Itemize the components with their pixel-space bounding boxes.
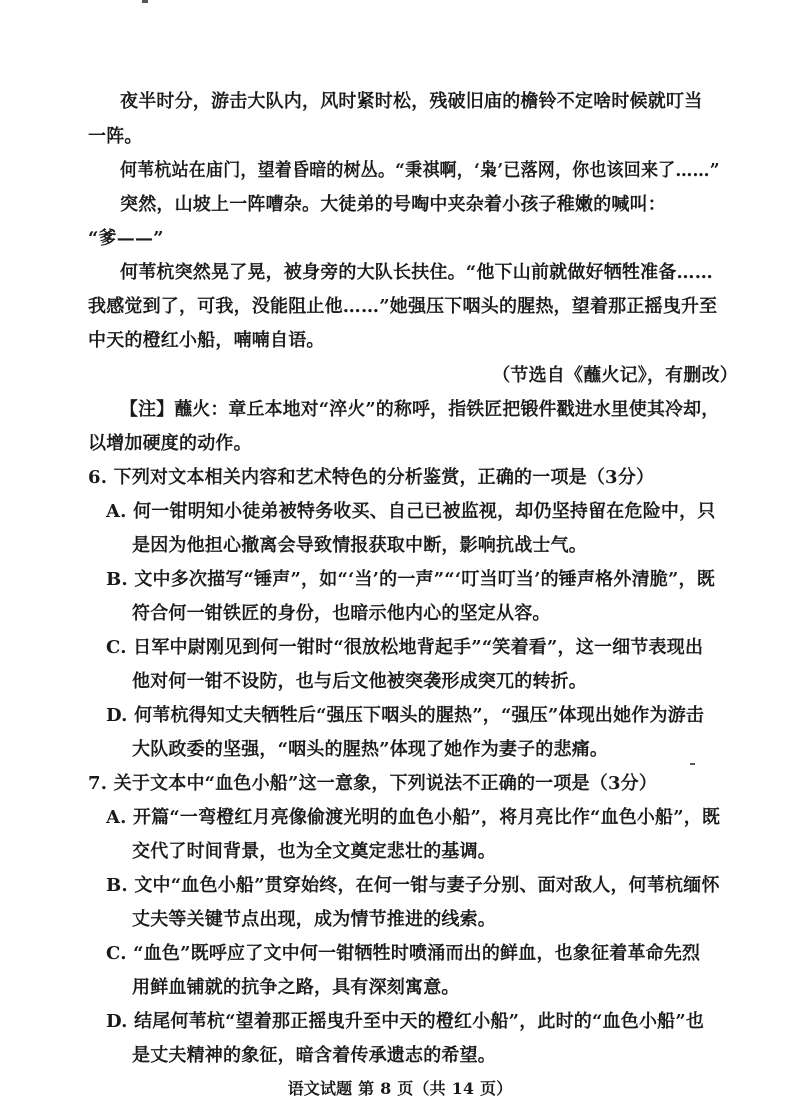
option-line: D. 结尾何苇杭“望着那正摇曳升至中天的橙红小船”，此时的“血色小船”也 bbox=[106, 1011, 705, 1032]
note-line: 【注】蘸火：章丘本地对“淬火”的称呼，指铁匠把锻件戳进水里使其冷却， bbox=[120, 399, 720, 420]
option-line: 交代了时间背景，也为全文奠定悲壮的基调。 bbox=[132, 841, 496, 862]
option-line: 符合何一钳铁匠的身份，也暗示他内心的坚定从容。 bbox=[132, 603, 551, 624]
option-line: B. 文中“血色小船”贯穿始终，在何一钳与妻子分别、面对敌人，何苇杭缅怀 bbox=[106, 875, 720, 896]
option-line: 是因为他担心撤离会导致情报获取中断，影响抗战士气。 bbox=[132, 535, 587, 556]
passage-line: 何苇杭突然晃了晃，被身旁的大队长扶住。“他下山前就做好牺牲准备…… bbox=[120, 262, 713, 283]
page-footer: 语文试题 第 8 页（共 14 页） bbox=[287, 1079, 513, 1098]
passage-line: 我感觉到了，可我，没能阻止他……”她强压下咽头的腥热，望着那正摇曳升至 bbox=[88, 296, 718, 317]
passage-line: 突然，山坡上一阵嘈杂。大徒弟的号啕中夹杂着小孩子稚嫩的喊叫： bbox=[120, 194, 666, 215]
option-line: A. 何一钳明知小徒弟被特务收买、自己已被监视，却仍坚持留在危险中，只 bbox=[106, 501, 716, 522]
passage-line: 何苇杭站在庙门，望着昏暗的树丛。“秉祺啊，‘枭’已落网，你也该回来了……” bbox=[120, 160, 720, 181]
question-stem: 7. 关于文本中“血色小船”这一意象，下列说法不正确的一项是（3分） bbox=[88, 773, 658, 794]
option-line: B. 文中多次描写“锤声”，如“‘当’的一声”“‘叮当叮当’的锤声格外清脆”，既 bbox=[106, 569, 715, 590]
question-stem: 6. 下列对文本相关内容和艺术特色的分析鉴赏，正确的一项是（3分） bbox=[88, 467, 655, 488]
option-line: 用鲜血铺就的抗争之路，具有深刻寓意。 bbox=[132, 977, 460, 998]
passage-line: 中天的橙红小船，喃喃自语。 bbox=[88, 330, 325, 351]
option-line: C. 日军中尉刚见到何一钳时“很放松地背起手”“笑着看”，这一细节表现出 bbox=[106, 637, 704, 658]
scan-speck bbox=[690, 763, 695, 765]
option-line: C. “血色”既呼应了文中何一钳牺牲时喷涌而出的鲜血，也象征着革命先烈 bbox=[106, 943, 701, 964]
note-line: 以增加硬度的动作。 bbox=[88, 433, 252, 454]
option-line: 丈夫等关键节点出现，成为情节推进的线索。 bbox=[132, 909, 496, 930]
passage-line: 一阵。 bbox=[88, 126, 143, 147]
scan-speck bbox=[142, 0, 148, 3]
passage-source: （节选自《蘸火记》，有删改） bbox=[492, 365, 738, 386]
option-line: 大队政委的坚强，“咽头的腥热”体现了她作为妻子的悲痛。 bbox=[132, 739, 609, 760]
option-line: 是丈夫精神的象征，暗含着传承遗志的希望。 bbox=[132, 1045, 496, 1066]
option-line: 他对何一钳不设防，也与后文他被突袭形成突兀的转折。 bbox=[132, 671, 587, 692]
option-line: D. 何苇杭得知丈夫牺牲后“强压下咽头的腥热”，“强压”体现出她作为游击 bbox=[106, 705, 705, 726]
passage-line: “爹——” bbox=[88, 228, 164, 249]
option-line: A. 开篇“一弯橙红月亮像偷渡光明的血色小船”，将月亮比作“血色小船”，既 bbox=[106, 807, 721, 828]
passage-line: 夜半时分，游击大队内，风时紧时松，残破旧庙的檐铃不定啥时候就叮当 bbox=[120, 91, 703, 112]
